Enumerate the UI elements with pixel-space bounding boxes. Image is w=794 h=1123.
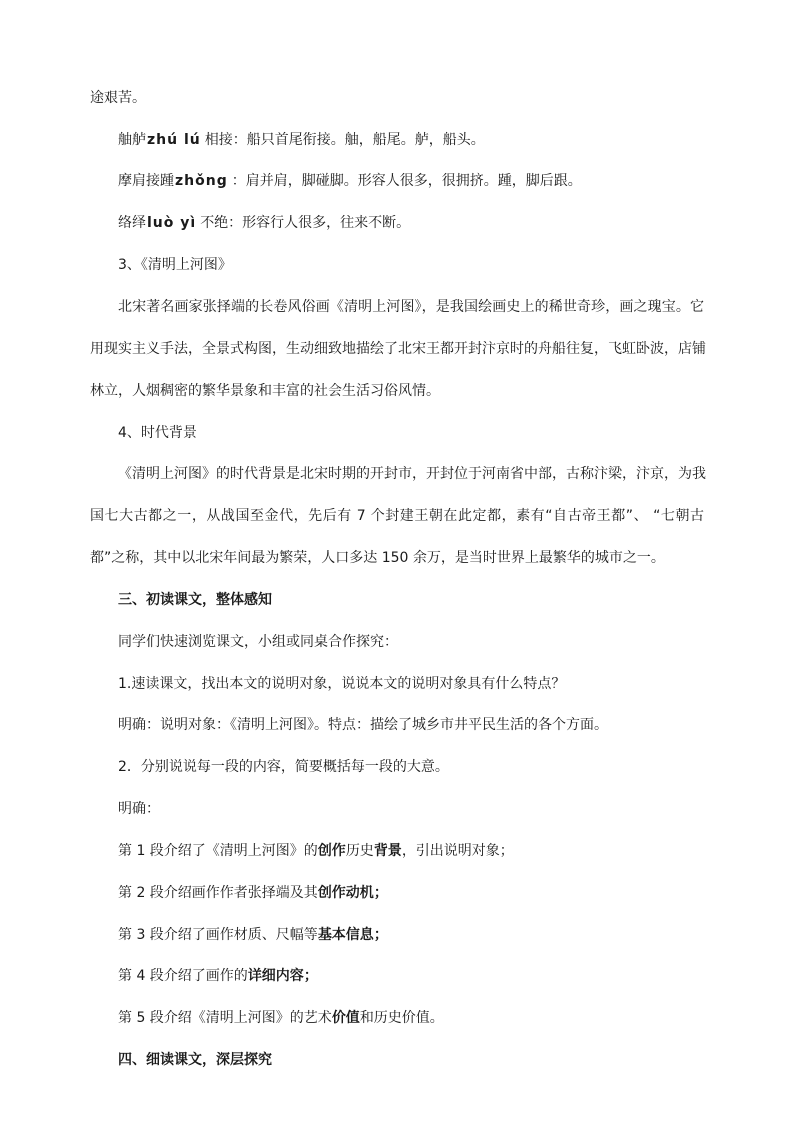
- summary-text: 历史: [345, 843, 374, 859]
- text-line-1: 途艰苦。: [90, 90, 146, 106]
- summary-text: 和历史价值。: [359, 1010, 444, 1026]
- summary-keyword: 背景: [373, 843, 402, 859]
- vocab-zhulu: [118, 130, 485, 150]
- vocab-definition: ：肩并肩，脚碰脚。形容人很多，很拥挤。踵，脚后跟。: [231, 173, 582, 189]
- vocab-definition: 相接：船只首尾衔接。舳，船尾。舻，船头。: [204, 132, 485, 148]
- paragraph-line: 用现实主义手法，全景式构图，生动细致地描绘了北宋王都开封汴京时的舟船往复，飞虹卧波，店铺: [90, 341, 706, 357]
- paragraph-summary-4: [118, 966, 318, 986]
- paragraph-line: 国七大古都之一，从战国至金代，先后有 7 个封建王朝在此定都，素有“自古帝王都”、 “七朝古: [90, 508, 704, 524]
- paragraph-summary-3: [118, 925, 388, 945]
- vocab-term: 舳舻: [118, 132, 146, 148]
- vocab-term: 络绎: [118, 215, 146, 231]
- vocab-pinyin: zhú lú: [147, 132, 201, 148]
- summary-text: 第 5 段介绍《清明上河图》的艺术: [118, 1010, 332, 1026]
- vocab-pinyin: zhǒng: [175, 173, 228, 189]
- section-heading-3: 3、《清明上河图》: [118, 257, 232, 273]
- paragraph-line: 都”之称，其中以北宋年间最为繁荣，人口多达 150 余万，是当时世界上最繁华的城市之一。: [90, 550, 665, 566]
- paragraph-summary-5: [118, 1008, 444, 1028]
- section-heading-three: 三、初读课文，整体感知: [118, 592, 272, 608]
- question-1: 1.速读课文，找出本文的说明对象，说说本文的说明对象具有什么特点？: [118, 676, 566, 692]
- answer-label: 明确：: [118, 801, 160, 817]
- summary-keyword: 创作动机: [317, 885, 374, 901]
- summary-text: ，引出说明对象；: [401, 843, 514, 859]
- paragraph-summary-2: [118, 883, 388, 903]
- section-heading-four: 四、细读课文，深层探究: [118, 1052, 272, 1068]
- vocab-luoyi: [118, 213, 410, 233]
- summary-text: 第 4 段介绍了画作的: [118, 968, 248, 984]
- answer-1: 明确：说明对象：《清明上河图》。特点：描绘了城乡市井平民生活的各个方面。: [118, 717, 608, 733]
- summary-text: 第 1 段介绍了《清明上河图》的: [118, 843, 318, 859]
- summary-text: 第 3 段介绍了画作材质、尺幅等: [118, 927, 318, 943]
- vocab-pinyin: luò yì: [147, 215, 197, 231]
- summary-text: ；: [373, 885, 388, 901]
- vocab-term: 摩肩接踵: [118, 173, 174, 189]
- summary-text: 第 2 段介绍画作作者张择端及其: [118, 885, 318, 901]
- paragraph-line: 林立，人烟稠密的繁华景象和丰富的社会生活习俗风情。: [90, 383, 440, 399]
- summary-text: ；: [373, 927, 388, 943]
- text-line: 同学们快速浏览课文，小组或同桌合作探究：: [118, 634, 398, 650]
- summary-keyword: 基本信息: [317, 927, 374, 943]
- paragraph-line: 北宋著名画家张择端的长卷风俗画《清明上河图》，是我国绘画史上的稀世奇珍，画之瑰宝。它: [118, 299, 704, 315]
- vocab-mojianjiezhong: [118, 171, 582, 191]
- summary-text: ；: [303, 968, 318, 984]
- vocab-definition: 不绝：形容行人很多，往来不断。: [200, 215, 411, 231]
- paragraph-summary-1: [118, 841, 514, 861]
- summary-keyword: 价值: [331, 1010, 360, 1026]
- question-2: 2．分别说说每一段的内容，简要概括每一段的大意。: [118, 759, 449, 775]
- paragraph-line: 《清明上河图》的时代背景是北宋时期的开封市，开封位于河南省中部，古称汴梁，汴京，为我: [118, 466, 706, 482]
- summary-keyword: 创作: [317, 843, 346, 859]
- summary-keyword: 详细内容: [247, 968, 304, 984]
- section-heading-4: 4、时代背景: [118, 425, 197, 441]
